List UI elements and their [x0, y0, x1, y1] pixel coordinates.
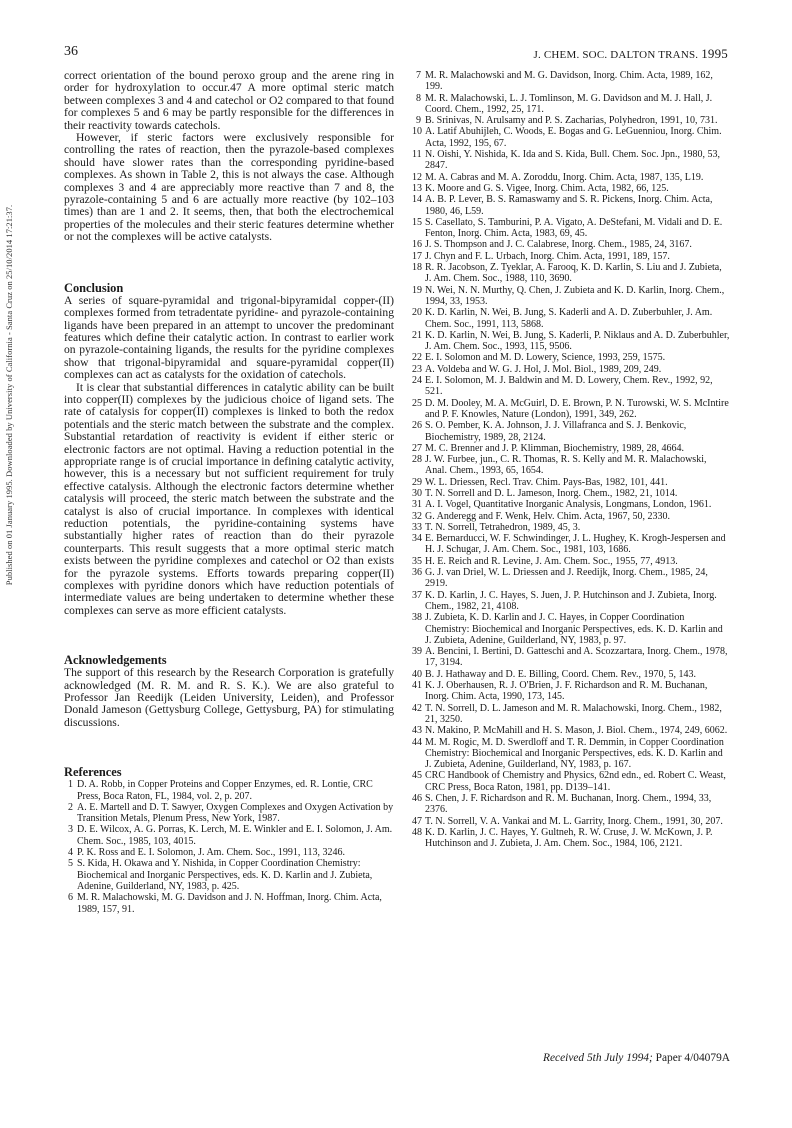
reference-number: 14	[412, 194, 422, 206]
reference-item	[412, 816, 730, 827]
reference-number: 38	[412, 612, 422, 624]
reference-number: 2	[68, 801, 73, 813]
reference-item	[412, 488, 730, 499]
reference-item	[64, 802, 394, 825]
reference-number: 21	[412, 329, 422, 341]
reference-number: 46	[412, 793, 422, 804]
reference-number: 4	[68, 847, 73, 859]
reference-item	[412, 669, 730, 680]
received-date: Received 5th July 1994;	[543, 1052, 653, 1064]
reference-number: 7	[416, 70, 421, 81]
reference-text: M. M. Rogic, M. D. Swerdloff and T. R. Demmin, in Copper Coordination Chemistry: Biochemical and Inorganic Perspectives, eds. K. D. Karlin and J. Zubieta, Adenine, Guilderland, NY, 1983, p. 167.	[425, 736, 724, 771]
reference-text: J. S. Thompson and J. C. Calabrese, Inorg. Chem., 1985, 24, 3167.	[425, 239, 692, 251]
reference-text: S. Casellato, S. Tamburini, P. A. Vigato, A. DeStefani, M. Vidali and D. E. Fenton, Inorg. Chim. Acta, 1983, 69, 45.	[425, 216, 723, 240]
reference-text: D. A. Robb, in Copper Proteins and Copper Enzymes, ed. R. Lontie, CRC Press, Boca Raton, FL, 1984, vol. 2, p. 207.	[77, 779, 373, 802]
reference-text: T. N. Sorrell and D. L. Jameson, Inorg. Chem., 1982, 21, 1014.	[425, 487, 678, 499]
reference-number: 24	[412, 375, 422, 387]
reference-text: J. Zubieta, K. D. Karlin and J. C. Hayes, in Copper Coordination Chemistry: Biochemical and Inorganic Perspectives, eds. K. D. Karlin and J. Zubieta, Adenine, Guilderland, NY, 1983, p. 97.	[425, 612, 723, 646]
reference-text: M. C. Brenner and J. P. Klimman, Biochemistry, 1989, 28, 4664.	[425, 442, 685, 454]
reference-number: 1	[68, 779, 73, 791]
reference-item	[412, 307, 730, 330]
reference-number: 26	[412, 420, 422, 432]
reference-text: K. D. Karlin, N. Wei, B. Jung, S. Kaderli, P. Niklaus and A. D. Zuberbuhler, J. Am. Chem. Soc., 1993, 115, 9506.	[425, 329, 730, 353]
reference-text: E. Bernarducci, W. F. Schwindinger, J. L. Hughey, K. Krogh-Jespersen and H. J. Schugar, J. Am. Chem. Soc., 1981, 103, 1686.	[425, 533, 726, 556]
reference-text: M. A. Cabras and M. A. Zoroddu, Inorg. Chim. Acta, 1987, 135, L19.	[425, 171, 704, 183]
paragraph: A series of square-pyramidal and trigonal-bipyramidal copper-(II) complexes formed from tetradentate pyridine- and pyrazole-containing ligands have been prepared in an attempt to uncover the predominant features which define their catalytic action. In contrast to earlier work on pyrazole-containing ligands, the results for the pyridine complexes show that trigonal-bipyramidal and square-pyramidal copper(II) complexes can act as catalysts for the oxidation of catechols.	[64, 293, 394, 382]
reference-number: 13	[412, 182, 422, 194]
reference-item	[412, 126, 730, 149]
reference-number: 30	[412, 487, 422, 499]
reference-number: 5	[68, 858, 73, 870]
reference-item	[412, 454, 730, 477]
reference-item	[64, 779, 394, 802]
reference-number: 11	[412, 149, 422, 161]
reference-item	[412, 556, 730, 567]
reference-item	[412, 477, 730, 488]
reference-item	[412, 172, 730, 183]
discussion-text	[64, 70, 394, 244]
reference-number: 20	[412, 307, 422, 319]
reference-number: 15	[412, 216, 422, 228]
reference-number: 23	[412, 363, 422, 375]
left-column	[64, 70, 394, 915]
reference-number: 27	[412, 442, 422, 454]
reference-text: S. Kida, H. Okawa and Y. Nishida, in Copper Coordination Chemistry: Biochemical and Inorganic Perspectives, eds. K. D. Karlin and J. Zubieta, Adenine, Guilderland, NY, 1983, p. 425.	[77, 858, 373, 892]
reference-text: E. I. Solomon, M. J. Baldwin and M. D. Lowery, Chem. Rev., 1992, 92, 521.	[425, 375, 713, 398]
page-number: 36	[64, 44, 78, 59]
reference-number: 31	[412, 499, 422, 511]
reference-item	[412, 533, 730, 556]
download-watermark	[2, 130, 16, 660]
reference-text: CRC Handbook of Chemistry and Physics, 62nd edn., ed. Robert C. Weast, CRC Press, Boca Raton, 1981, pp. D139–141.	[425, 770, 726, 793]
reference-number: 10	[412, 126, 422, 138]
reference-text: D. E. Wilcox, A. G. Porras, K. Lerch, M. E. Winkler and E. I. Solomon, J. Am. Chem. Soc., 1985, 103, 4015.	[77, 824, 393, 847]
reference-number: 35	[412, 555, 422, 567]
reference-item	[64, 824, 394, 847]
reference-text: R. R. Jacobson, Z. Tyeklar, A. Farooq, K. D. Karlin, S. Liu and J. Zubieta, J. Am. Chem. Soc., 1988, 110, 3690.	[425, 262, 722, 285]
reference-item	[412, 680, 730, 703]
reference-text: A. Bencini, I. Bertini, D. Gatteschi and A. Scozzartara, Inorg. Chem., 1978, 17, 3194.	[425, 646, 728, 669]
reference-text: B. Srinivas, N. Arulsamy and P. S. Zacharias, Polyhedron, 1991, 10, 731.	[425, 115, 718, 127]
reference-item	[412, 612, 730, 646]
reference-number: 19	[412, 284, 422, 296]
reference-number: 44	[412, 736, 422, 748]
reference-text: A. B. P. Lever, B. S. Ramaswamy and S. R. Pickens, Inorg. Chim. Acta, 1980, 46, L59.	[425, 194, 713, 217]
reference-text: K. D. Karlin, J. C. Hayes, Y. Gultneh, R. W. Cruse, J. W. McKown, J. P. Hutchinson and J. Zubieta, J. Am. Chem. Soc., 1984, 106, 2121.	[425, 826, 713, 850]
reference-item	[412, 499, 730, 510]
paragraph: correct orientation of the bound peroxo group and the arene ring in order for hydroxylation to occur.47 A more optimal steric match between complexes 3 and 4 and catechol or O2 compared to that found for complexes 5 and 6 may be partly responsible for the differences in their reactivity towards catechols.	[64, 69, 394, 132]
reference-number: 47	[412, 815, 422, 827]
reference-text: T. N. Sorrell, D. L. Jameson and M. R. Malachowski, Inorg. Chem., 1982, 21, 3250.	[425, 702, 722, 725]
reference-item	[412, 590, 730, 613]
running-head	[534, 46, 729, 62]
reference-text: P. K. Ross and E. I. Solomon, J. Am. Chem. Soc., 1991, 113, 3246.	[77, 847, 345, 859]
reference-number: 43	[412, 725, 422, 737]
reference-item	[412, 217, 730, 240]
reference-number: 9	[416, 115, 421, 127]
reference-item	[412, 375, 730, 398]
reference-item	[412, 239, 730, 250]
reference-item	[412, 522, 730, 533]
reference-item	[64, 858, 394, 892]
reference-item	[412, 646, 730, 669]
reference-item	[412, 827, 730, 850]
reference-number: 42	[412, 702, 422, 714]
reference-item	[412, 194, 730, 217]
reference-text: N. Wei, N. N. Murthy, Q. Chen, J. Zubieta and K. D. Karlin, Inorg. Chem., 1994, 33, 1953.	[425, 284, 725, 307]
reference-number: 3	[68, 824, 73, 836]
reference-item	[412, 511, 730, 522]
reference-number: 22	[412, 352, 422, 364]
reference-item	[412, 770, 730, 793]
reference-item	[412, 420, 730, 443]
acknowledgements-heading: Acknowledgements	[64, 653, 167, 668]
reference-item	[412, 443, 730, 454]
reference-number: 40	[412, 668, 422, 680]
reference-number: 6	[68, 892, 73, 904]
reference-item	[412, 567, 730, 590]
reference-text: J. Chyn and F. L. Urbach, Inorg. Chim. Acta, 1991, 189, 157.	[425, 250, 670, 262]
paragraph: However, if steric factors were exclusively responsible for controlling the rates of reaction, then the pyrazole-based complexes should have slower rates than the corresponding pyridine-based complexes. As shown in Table 2, this is not always the case. Although complexes 3 and 4 are appreciably more reactive than 7 and 8, the pyrazole-containing 5 and 6 are actually more reactive (by 102–103 times) than are 1 and 2. It seems, then, that both the electrochemical properties of the molecules and their steric features determine whether or not the complexes will be active catalysts.	[64, 131, 394, 244]
reference-text: W. L. Driessen, Recl. Trav. Chim. Pays-Bas, 1982, 101, 441.	[425, 476, 668, 488]
reference-item	[64, 892, 394, 915]
reference-text: G. J. van Driel, W. L. Driessen and J. Reedijk, Inorg. Chem., 1985, 24, 2919.	[425, 567, 708, 590]
reference-number: 32	[412, 510, 422, 522]
reference-text: N. Makino, P. McMahill and H. S. Mason, J. Biol. Chem., 1974, 249, 6062.	[425, 725, 728, 737]
reference-text: T. N. Sorrell, V. A. Vankai and M. L. Garrity, Inorg. Chem., 1991, 30, 207.	[425, 815, 723, 827]
journal-year: 1995	[701, 46, 728, 61]
reference-number: 41	[412, 680, 422, 692]
reference-item	[412, 725, 730, 736]
reference-list-right	[412, 70, 730, 849]
reference-item	[412, 251, 730, 262]
references-heading: References	[64, 765, 122, 780]
paper-number: Paper 4/04079A	[655, 1052, 730, 1064]
page-header	[64, 44, 728, 62]
right-column	[412, 70, 730, 849]
reference-item	[64, 847, 394, 858]
conclusion-text	[64, 295, 394, 618]
reference-number: 45	[412, 770, 422, 782]
reference-item	[412, 262, 730, 285]
reference-number: 39	[412, 646, 422, 658]
reference-text: A. I. Vogel, Quantitative Inorganic Analysis, Longmans, London, 1961.	[425, 499, 712, 511]
reference-text: K. J. Oberhausen, R. J. O'Brien, J. F. Richardson and R. M. Buchanan, Inorg. Chim. Acta, 1990, 173, 145.	[425, 680, 708, 703]
reference-text: S. Chen, J. F. Richardson and R. M. Buchanan, Inorg. Chem., 1994, 33, 2376.	[425, 793, 712, 816]
reference-number: 8	[416, 92, 421, 104]
reference-number: 34	[412, 533, 422, 545]
reference-text: K. D. Karlin, N. Wei, B. Jung, S. Kaderli and A. D. Zuberbuhler, J. Am. Chem. Soc., 1991, 113, 5868.	[425, 307, 713, 330]
reference-text: S. O. Pember, K. A. Johnson, J. J. Villafranca and S. J. Benkovic, Biochemistry, 1989, 28, 2124.	[425, 420, 687, 443]
reference-item	[412, 703, 730, 726]
reference-item	[412, 737, 730, 771]
reference-item	[412, 115, 730, 126]
reference-item	[412, 398, 730, 421]
reference-item	[412, 93, 730, 116]
reference-number: 18	[412, 262, 422, 274]
reference-number: 28	[412, 454, 422, 466]
reference-text: M. R. Malachowski, M. G. Davidson and J. N. Hoffman, Inorg. Chim. Acta, 1989, 157, 91.	[77, 892, 382, 915]
reference-text: M. R. Malachowski, L. J. Tomlinson, M. G. Davidson and M. J. Hall, J. Coord. Chem., 1992, 25, 171.	[425, 92, 713, 115]
conclusion-heading: Conclusion	[64, 280, 124, 295]
reference-item	[412, 149, 730, 172]
paragraph: The support of this research by the Research Corporation is gratefully acknowledged (M. R. M. and R. S. K.). We are also grateful to Professor Jan Reedijk (Leiden University, Leiden), and Professor Donald Jameson (Gettysburg College, Gettysburg, PA) for stimulating discussions.	[64, 666, 394, 729]
download-watermark-text: Published on 01 January 1995. Downloaded by University of California - Santa Cruz on 25/10/2014 17:21:37.	[4, 204, 15, 586]
paragraph: It is clear that substantial differences in catalytic ability can be built into copper(II) complexes by the judicious choice of ligand sets. The rate of catalysis for copper(II) complexes is linked to both the redox potentials and the steric match between the substrate and the complex. Substantial retardation of reactivity is evident if either steric or electronic factors are not optimal. Having a reduction potential in the appropriate range is of crucial importance in defining catalytic activity, however, this is a necessary but not sufficient requirement for truly effective catalysis. Although the electronic factors determine whether catalysis will proceed, the steric match between the substrate and the catalyst is also of crucial importance. In complexes with identical reduction potentials, the pyridine-containing systems have substantially higher rates of reaction than do their pyrazole counterparts. This result suggests that a more optimal steric match exists between the pyridine complexes and catechol or O2 than exists for the pyrazole systems. Efforts towards preparing copper(II) complexes with pyridine donors which have reduction potentials of intermediate values are being undertaken to determine whether these complexes can serve as more efficient catalysts.	[64, 380, 394, 617]
reference-item	[412, 330, 730, 353]
reference-text: T. N. Sorrell, Tetrahedron, 1989, 45, 3.	[425, 521, 581, 533]
reference-number: 29	[412, 476, 422, 488]
reference-text: K. Moore and G. S. Vigee, Inorg. Chim. Acta, 1982, 66, 125.	[425, 182, 669, 194]
reference-item	[412, 285, 730, 308]
acknowledgements-text	[64, 667, 394, 729]
reference-text: H. E. Reich and R. Levine, J. Am. Chem. Soc., 1955, 77, 4913.	[425, 555, 678, 567]
reference-text: M. R. Malachowski and M. G. Davidson, Inorg. Chim. Acta, 1989, 162, 199.	[425, 70, 713, 93]
reference-text: K. D. Karlin, J. C. Hayes, S. Juen, J. P. Hutchinson and J. Zubieta, Inorg. Chem., 1982, 21, 4108.	[425, 589, 717, 612]
reference-number: 33	[412, 521, 422, 533]
reference-item	[412, 793, 730, 816]
reference-text: B. J. Hathaway and D. E. Billing, Coord. Chem. Rev., 1970, 5, 143.	[425, 668, 696, 680]
reference-text: G. Anderegg and F. Wenk, Helv. Chim. Acta, 1967, 50, 2330.	[425, 510, 671, 522]
reference-number: 25	[412, 397, 422, 409]
reference-text: A. E. Martell and D. T. Sawyer, Oxygen Complexes and Oxygen Activation by Transition Metals, Plenum Press, New York, 1987.	[77, 801, 394, 825]
reference-text: D. M. Dooley, M. A. McGuirl, D. E. Brown, P. N. Turowski, W. S. McIntire and P. F. Knowles, Nature (London), 1991, 349, 262.	[425, 397, 729, 420]
reference-number: 12	[412, 171, 422, 183]
reference-text: N. Oishi, Y. Nishida, K. Ida and S. Kida, Bull. Chem. Soc. Jpn., 1980, 53, 2847.	[425, 149, 720, 172]
reference-number: 16	[412, 239, 422, 251]
reference-item	[412, 352, 730, 363]
reference-item	[412, 183, 730, 194]
received-line	[543, 1052, 730, 1064]
reference-number: 17	[412, 250, 422, 262]
reference-text: A. Latif Abuhijleh, C. Woods, E. Bogas and G. LeGuenniou, Inorg. Chim. Acta, 1992, 195, 67.	[425, 126, 722, 149]
reference-number: 48	[412, 826, 422, 838]
reference-item	[412, 364, 730, 375]
reference-text: E. I. Solomon and M. D. Lowery, Science, 1993, 259, 1575.	[425, 352, 666, 364]
reference-number: 36	[412, 567, 422, 579]
reference-text: J. W. Furbee, jun., C. R. Thomas, R. S. Kelly and M. R. Malachowski, Anal. Chem., 1993, 65, 1654.	[425, 454, 707, 477]
reference-item	[412, 70, 730, 93]
journal-name: J. CHEM. SOC. DALTON TRANS.	[533, 49, 699, 61]
reference-number: 37	[412, 589, 422, 601]
reference-list-left	[64, 779, 394, 915]
reference-text: A. Voldeba and W. G. J. Hol, J. Mol. Biol., 1989, 209, 249.	[425, 363, 662, 375]
